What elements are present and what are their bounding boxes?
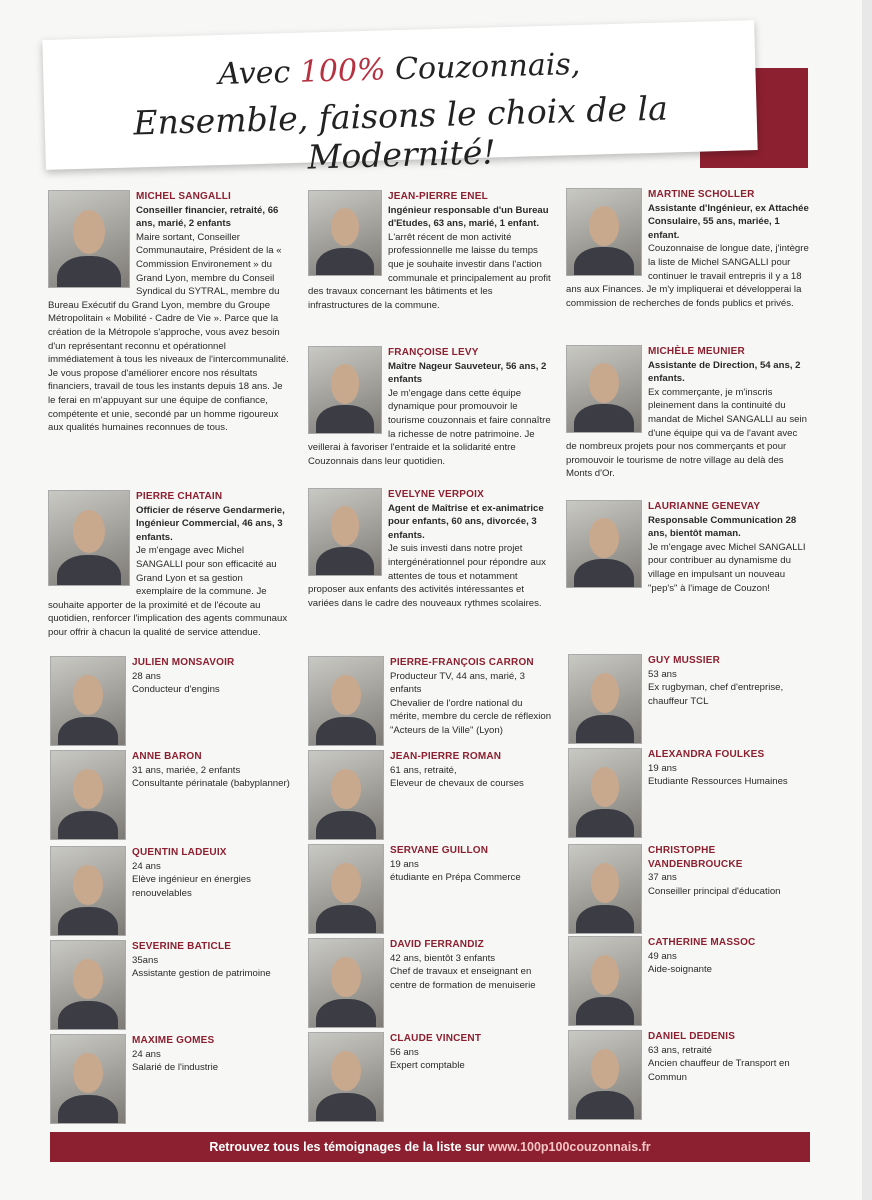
- person-text: Je m'engage avec Michel SANGALLI pour contribuer au dynamisme du village en impulsant un nouveau "pep's" à l'image de Couzon!: [648, 541, 806, 594]
- person-name: LAURIANNE GENEVAY: [648, 501, 761, 512]
- person-text: 53 ans Ex rugbyman, chef d'entreprise, chauffeur TCL: [648, 668, 784, 707]
- person-text: 28 ans Conducteur d'engins: [132, 670, 220, 696]
- person-text: 31 ans, mariée, 2 enfants Consultante périnatale (babyplanner): [132, 764, 290, 790]
- headline-banner: [42, 20, 757, 177]
- portrait-photo: [308, 938, 384, 1028]
- person-text: 42 ans, bientôt 3 enfants Chef de travaux et enseignant en centre de formation de menuiserie: [390, 952, 536, 991]
- headline-line-2: Ensemble, faisons le choix de la Modernité!: [132, 88, 669, 177]
- portrait-photo: [568, 936, 642, 1026]
- portrait-photo: [568, 1030, 642, 1120]
- person-role: Assistante d'Ingénieur, ex Attachée Consulaire, 55 ans, mariée, 1 enfant.: [648, 202, 809, 241]
- footer-text: Retrouvez tous les témoignages de la liste sur: [209, 1140, 488, 1154]
- person-role: Ingénieur responsable d'un Bureau d'Etudes, 63 ans, marié, 1 enfant.: [388, 204, 549, 230]
- person-jean-pierre-roman: [308, 750, 552, 842]
- person-role: Maître Nageur Sauveteur, 56 ans, 2 enfants: [388, 360, 547, 386]
- person-name: DANIEL DEDENIS: [648, 1031, 736, 1042]
- person-claude-vincent: [308, 1032, 552, 1124]
- person-text: 63 ans, retraité Ancien chauffeur de Transport en Commun: [648, 1044, 790, 1083]
- person-maxime-gomes: [50, 1034, 290, 1126]
- person-name: EVELYNE VERPOIX: [388, 489, 484, 500]
- portrait-photo: [48, 190, 130, 288]
- person-text: Je m'engage dans cette équipe dynamique pour promouvoir le tourisme couzonnais et faire connaître la richesse de notre patrimoine. Je veillerai à favoriser l'entraide et la solidarité entre Couzonnais dans leur quotidien.: [308, 387, 551, 467]
- person-name: SERVANE GUILLON: [390, 845, 489, 856]
- portrait-photo: [308, 750, 384, 840]
- portrait-photo: [566, 345, 642, 433]
- person-name: CHRISTOPHE VANDENBROUCKE: [648, 845, 743, 870]
- person-daniel-dedenis: [568, 1030, 810, 1122]
- person-name: QUENTIN LADEUIX: [132, 847, 227, 858]
- person-name: JULIEN MONSAVOIR: [132, 657, 235, 668]
- person-name: ANNE BARON: [132, 751, 202, 762]
- person-name: MARTINE SCHOLLER: [648, 189, 755, 200]
- person-name: SEVERINE BATICLE: [132, 941, 232, 952]
- person-name: JEAN-PIERRE ENEL: [388, 191, 488, 202]
- person-francoise-levy: [308, 346, 552, 468]
- person-martine-scholler: [566, 188, 810, 310]
- person-david-ferrandiz: [308, 938, 552, 1030]
- person-catherine-massoc: [568, 936, 810, 1028]
- person-christophe-vandenbroucke: [568, 844, 810, 936]
- person-name: ALEXANDRA FOULKES: [648, 749, 765, 760]
- person-pierre-francois-carron: [308, 656, 552, 748]
- person-severine-baticle: [50, 940, 290, 1032]
- person-text: 35ans Assistante gestion de patrimoine: [132, 954, 271, 980]
- portrait-photo: [568, 654, 642, 744]
- portrait-photo: [308, 488, 382, 576]
- person-name: PIERRE-FRANÇOIS CARRON: [390, 657, 534, 668]
- person-text: Je m'engage avec Michel SANGALLI pour son efficacité au Grand Lyon et sa gestion exemplaire de la commune. Je souhaite apporter de la proximité et de l'écoute au quotidien, renforcer l'implication des agents communaux pour offrir à chacun la qualité de service attendue.: [48, 545, 288, 638]
- person-role: Conseiller financier, retraité, 66 ans, marié, 2 enfants: [136, 204, 279, 230]
- person-laurianne-genevay: [566, 500, 810, 595]
- portrait-photo: [48, 490, 130, 586]
- person-text: 37 ans Conseiller principal d'éducation: [648, 872, 781, 897]
- person-text: 49 ans Aide-soignante: [648, 950, 713, 976]
- portrait-photo: [566, 500, 642, 588]
- person-text: 24 ans Salarié de l'industrie: [132, 1048, 219, 1074]
- portrait-photo: [566, 188, 642, 276]
- person-text: Producteur TV, 44 ans, marié, 3 enfants Chevalier de l'ordre national du mérite, membre du cercle de réflexion "Acteurs de la Ville" (Lyon): [390, 670, 552, 736]
- person-name: JEAN-PIERRE ROMAN: [390, 751, 502, 762]
- person-role: Responsable Communication 28 ans, bientôt maman.: [648, 514, 797, 540]
- headline-line-1: Avec 100% Couzonnais,: [217, 46, 581, 93]
- portrait-photo: [568, 748, 642, 838]
- person-quentin-ladeuix: [50, 846, 290, 938]
- portrait-photo: [308, 1032, 384, 1122]
- person-michele-meunier: [566, 345, 810, 481]
- portrait-photo: [308, 656, 384, 746]
- person-guy-mussier: [568, 654, 810, 746]
- person-julien-monsavoir: [50, 656, 290, 748]
- page-edge: [862, 0, 872, 1200]
- person-evelyne-verpoix: [308, 488, 552, 610]
- person-anne-baron: [50, 750, 290, 842]
- person-name: MAXIME GOMES: [132, 1035, 215, 1046]
- portrait-photo: [568, 844, 642, 934]
- person-name: CATHERINE MASSOC: [648, 937, 756, 948]
- person-text: Je suis investi dans notre projet intergénérationnel pour répondre aux attentes de tous et notamment proposer aux enfants des activités intéressantes et variées dans le cadre des nouveaux rythmes scolaires.: [308, 543, 546, 609]
- person-role: Agent de Maîtrise et ex-animatrice pour enfants, 60 ans, divorcée, 3 enfants.: [388, 502, 544, 541]
- person-alexandra-foulkes: [568, 748, 810, 840]
- portrait-photo: [50, 1034, 126, 1124]
- footer-website-link[interactable]: www.100p100couzonnais.fr: [487, 1140, 651, 1154]
- person-text: 56 ans Expert comptable: [390, 1046, 465, 1072]
- person-name: GUY MUSSIER: [648, 655, 721, 666]
- person-text: Couzonnaise de longue date, j'intègre la liste de Michel SANGALLI pour continuer le travail entrepris il y a 18 ans aux Finances. Je m'y impliquerai et développerai la commission de recherches de fonds publics et privés.: [566, 243, 809, 309]
- person-name: CLAUDE VINCENT: [390, 1033, 482, 1044]
- person-servane-guillon: [308, 844, 552, 936]
- person-text: L'arrêt récent de mon activité professionnelle me laisse du temps que je souhaite investir dans l'action communale et principalement au profit des travaux concernant les bâtiments et les infrastructures de la commune.: [308, 231, 551, 311]
- person-jean-pierre-enel: [308, 190, 552, 312]
- portrait-photo: [308, 346, 382, 434]
- portrait-photo: [308, 844, 384, 934]
- portrait-photo: [50, 846, 126, 936]
- portrait-photo: [50, 656, 126, 746]
- person-name: PIERRE CHATAIN: [136, 491, 223, 502]
- person-michel-sangalli: [48, 190, 290, 435]
- person-name: MICHÈLE MEUNIER: [648, 346, 745, 357]
- person-name: DAVID FERRANDIZ: [390, 939, 484, 950]
- person-role: Assistante de Direction, 54 ans, 2 enfants.: [648, 359, 801, 385]
- person-text: Maire sortant, Conseiller Communautaire, Président de la « Commission Environement » du Grand Lyon, membre du Conseil Syndical du SYTRAL, membre du Bureau Exécutif du Grand Lyon, membre du Groupe Métropolitain « Mobilité - Cadre de Vie ». Parce que la création de la Métropole s'approche, vous avez besoin d'un représentant reconnu et opérationnel immédiatement à tous les niveaux de l'intercommunalité. Je vous propose d'améliorer encore nos résultats financiers, travail de tous les instants depuis 18 ans. Je le ferai en m'appuyant sur une équipe de confiance, compétente et unie, secondé par un homme rigoureux aux qualités humaines reconnues de tous.: [48, 231, 289, 434]
- portrait-photo: [50, 750, 126, 840]
- person-text: 19 ans Etudiante Ressources Humaines: [648, 762, 788, 788]
- portrait-photo: [50, 940, 126, 1030]
- person-name: MICHEL SANGALLI: [136, 191, 232, 202]
- person-text: 61 ans, retraité, Eleveur de chevaux de courses: [390, 764, 524, 790]
- person-name: FRANÇOISE LEVY: [388, 347, 479, 358]
- person-role: Officier de réserve Gendarmerie, Ingénieur Commercial, 46 ans, 3 enfants.: [136, 504, 285, 543]
- portrait-photo: [308, 190, 382, 276]
- person-text: 24 ans Elève ingénieur en énergies renouvelables: [132, 860, 251, 899]
- person-pierre-chatain: [48, 490, 290, 640]
- footer-banner: [50, 1132, 810, 1162]
- person-text: Ex commerçante, je m'inscris pleinement dans la continuité du mandat de Michel SANGALLI au sein d'une équipe qui va de l'avant avec de nombreux projets pour nos commerçants et pour promouvoir le tourisme de notre village au delà des Monts d'Or.: [566, 386, 807, 480]
- person-text: 19 ans étudiante en Prépa Commerce: [390, 858, 521, 884]
